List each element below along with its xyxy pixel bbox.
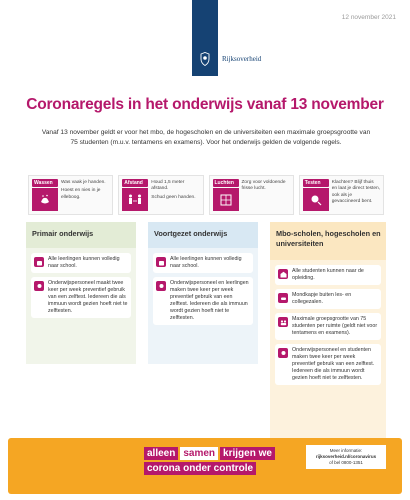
list-item [31, 277, 131, 318]
rule-text-1: Klachten? Blijf thuis en laat je direct testen, ook als je gevaccineerd bent. [331, 180, 381, 205]
rule-text-2: Hoest en nies in je elleboog. [61, 188, 101, 200]
date-label: 12 november 2021 [341, 14, 396, 21]
info-label: Meer informatie: [329, 448, 363, 453]
info-link[interactable]: rijksoverheid.nl/coronavirus [315, 454, 377, 459]
list-item [275, 265, 381, 285]
rule-text-2: Schud geen handen. [151, 194, 196, 200]
slogan-word: krijgen we [220, 447, 275, 460]
school-bag-icon [156, 257, 166, 267]
logo-band [192, 0, 218, 76]
mask-icon [278, 293, 288, 303]
slogan [144, 447, 284, 477]
rule-card-wassen [28, 175, 113, 215]
ventilation-icon [213, 188, 239, 211]
item-text: Alle leerlingen kunnen volledig naar school. [48, 256, 120, 269]
item-text: Onderwijspersoneel maakt twee keer per week preventief gebruik van een zelftest. Iedereen die als immuun wordt gezien hoeft niet te zelftesten. [48, 280, 128, 314]
rule-card-afstand [118, 175, 203, 215]
distance-icon [122, 188, 148, 211]
slogan-line: corona onder controle [144, 462, 256, 475]
group-icon [278, 317, 288, 327]
column-heading: Mbo-scholen, hogescholen en universiteiten [270, 222, 386, 260]
item-text: Onderwijspersoneel en leerlingen maken twee keer per week preventief gebruik van een zelftest. Iedereen die als immuun wordt gezien hoeft niet te zelftesten. [170, 280, 249, 321]
rule-text-1: Was vaak je handen. [61, 180, 106, 185]
column-primair [26, 222, 136, 364]
slogan-word: alleen [144, 447, 178, 460]
intro-text: Vanaf 13 november geldt er voor het mbo, de hogescholen en de universiteiten een maximale groepsgrootte van 75 studenten (m.u.v. tentamens en examens). Voor het onderwijs gelden de volgende regels. [41, 129, 371, 146]
list-item [275, 313, 381, 340]
rule-text-1: Zorg voor voldoende frisse lucht. [241, 180, 286, 192]
rule-card-luchten [209, 175, 294, 215]
list-item [31, 253, 131, 273]
rule-text-1: Houd 1,5 meter afstand. [151, 180, 185, 192]
rule-tag: Testen [303, 179, 329, 187]
slogan-banner [8, 438, 402, 494]
self-test-icon [156, 281, 166, 291]
self-test-icon [34, 281, 44, 291]
item-text: Onderwijspersoneel en studenten maken twee keer per week preventief gebruik van een zelftest. Iedereen die als immuun wordt gezien hoeft niet te zelftesten. [292, 347, 375, 381]
item-text: Maximale groepsgrootte van 75 studenten per ruimte (geldt niet voor tentamens en examens). [292, 316, 378, 336]
rule-card-testen [299, 175, 384, 215]
list-item [153, 253, 253, 273]
column-voortgezet [148, 222, 258, 364]
rule-tag: Luchten [213, 179, 239, 187]
test-icon [303, 188, 329, 211]
rule-tag: Wassen [32, 179, 58, 187]
list-item [153, 277, 253, 325]
logo-text: Rijksoverheid [222, 55, 262, 63]
item-text: Alle leerlingen kunnen volledig naar school. [170, 256, 242, 269]
slogan-word: samen [180, 447, 218, 460]
list-item [275, 289, 381, 309]
page-title: Coronaregels in het onderwijs vanaf 13 november [26, 96, 384, 113]
info-phone: of bel 0800-1351 [329, 460, 363, 465]
crest-icon [198, 52, 212, 66]
hand-wash-icon [32, 188, 58, 211]
building-icon [278, 269, 288, 279]
item-text: Mondkapje buiten les- en collegezalen. [292, 292, 352, 305]
column-mbo-hbo-wo [270, 222, 386, 456]
school-bag-icon [34, 257, 44, 267]
rule-tag: Afstand [122, 179, 148, 187]
column-heading: Voortgezet onderwijs [148, 222, 258, 248]
self-test-icon [278, 348, 288, 358]
column-heading: Primair onderwijs [26, 222, 136, 248]
rules-row [28, 175, 384, 215]
item-text: Alle studenten kunnen naar de opleiding. [292, 268, 364, 281]
list-item [275, 344, 381, 385]
info-box [306, 445, 386, 469]
